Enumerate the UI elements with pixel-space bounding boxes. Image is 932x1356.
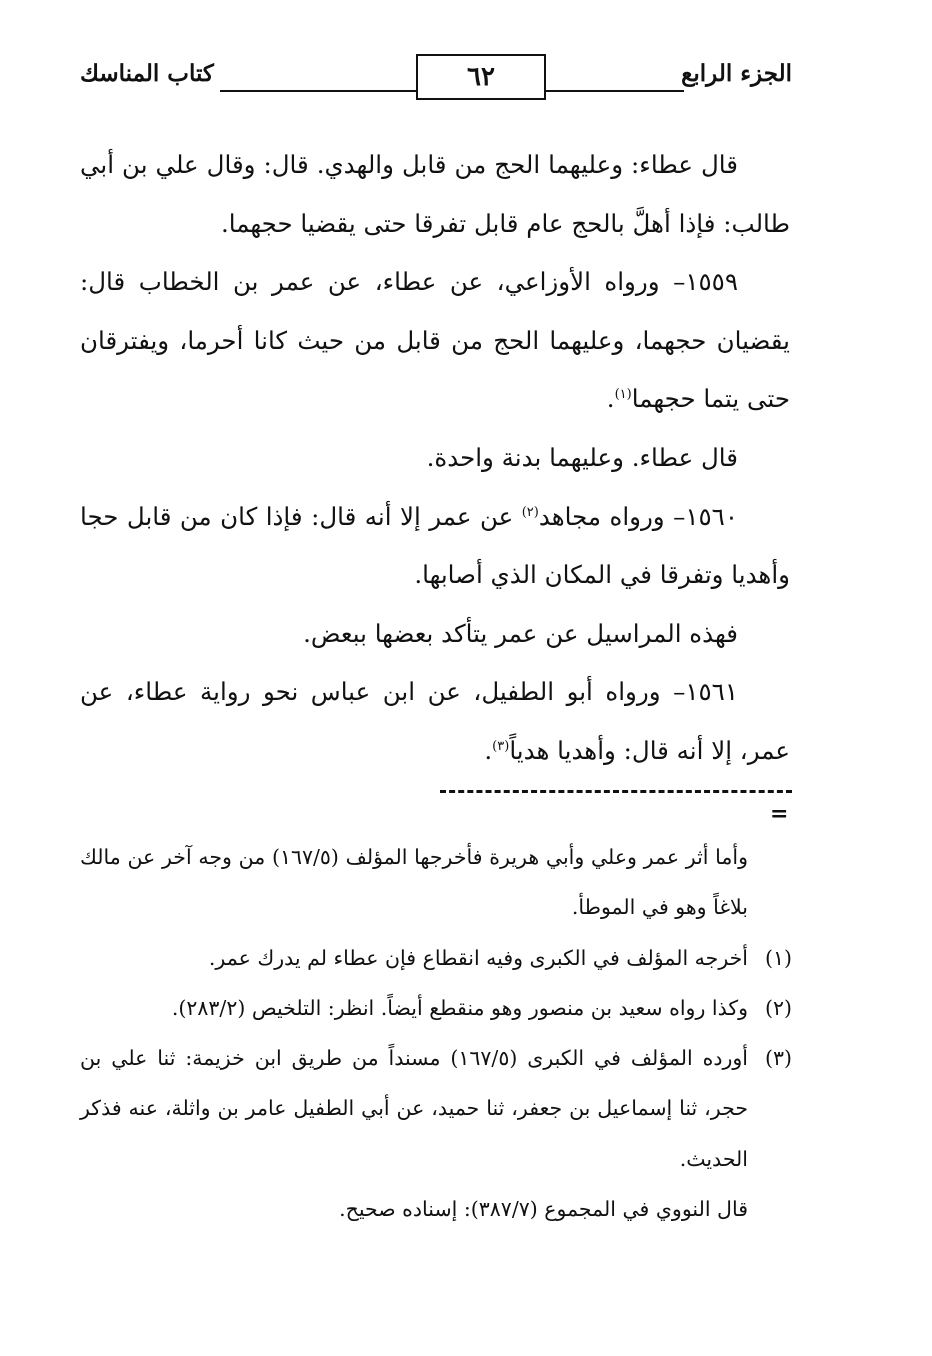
book-title: كتاب المناسك: [80, 60, 214, 87]
paragraph-1560: ١٥٦٠– ورواه مجاهد$^{(٢)}$ عن عمر إلا أنه قال: فإذا كان من قابل حجا وأهديا وتفرقا في المكان الذي أصابها.: [80, 501, 790, 590]
footnote-3: (٣)أورده المؤلف في الكبرى (١٦٧/٥) مسنداً من طريق ابن خزيمة: ثنا علي بن حجر، ثنا إسماعيل بن جعفر، ثنا حميد، عن أبي الطفيل عامر بن واثلة، عنه فذكر الحديث.: [80, 1033, 792, 1184]
footnote-continuation: وأما أثر عمر وعلي وأبي هريرة فأخرجها المؤلف (١٦٧/٥) من وجه آخر عن مالك بلاغاً وهو في الموطأ.: [80, 845, 749, 920]
main-text: [80, 136, 790, 781]
header-rule-right: [546, 90, 684, 92]
page-number: ٦٢: [467, 62, 495, 92]
paragraph: قال عطاء. وعليهما بدنة واحدة.: [426, 442, 738, 472]
part-title: الجزء الرابع: [681, 60, 792, 87]
footnote-ref-2[interactable]: (٢): [521, 504, 539, 520]
footnote-number: (٢): [764, 995, 792, 1020]
footnote-ref-3[interactable]: (٣): [492, 738, 510, 754]
header-rule-left: [220, 90, 416, 92]
page-number-box: [416, 54, 546, 100]
paragraph-1561: ١٥٦١– ورواه أبو الطفيل، عن ابن عباس نحو رواية عطاء، عن عمر، إلا أنه قال: وأهديا هدياً$^{(٣)}$.: [80, 677, 790, 765]
page-header: [80, 52, 792, 108]
footnote-2: (٢)وكذا رواه سعيد بن منصور وهو منقطع أيضاً. انظر: التلخيص (٢٨٣/٢).: [80, 983, 792, 1033]
paragraph: قال عطاء: وعليهما الحج من قابل والهدي. قال: وقال علي بن أبي طالب: فإذا أهلَّ بالحج عام قابل تفرقا حتى يقضيا حجهما.: [80, 150, 790, 238]
footnote-3-tail: قال النووي في المجموع (٣٨٧/٧): إسناده صحيح.: [339, 1197, 748, 1222]
paragraph: فهذه المراسيل عن عمر يتأكد بعضها ببعض.: [303, 618, 738, 648]
footnote-ref-1[interactable]: (١): [614, 387, 632, 403]
footnotes: [80, 832, 792, 1234]
footnote-1: (١)أخرجه المؤلف في الكبرى وفيه انقطاع فإن عطاء لم يدرك عمر.: [80, 933, 792, 983]
footnote-separator: [440, 790, 792, 796]
paragraph-1559: ١٥٥٩– ورواه الأوزاعي، عن عطاء، عن عمر بن الخطاب قال: يقضيان حجهما، وعليهما الحج من قابل من حيث كانا أحرما، ويفترقان حتى يتما حجهما$^{(١)}$.: [80, 267, 790, 414]
footnote-number: (١): [764, 945, 792, 970]
footnote-number: (٣): [764, 1046, 792, 1071]
separator-mark: =: [770, 801, 789, 827]
